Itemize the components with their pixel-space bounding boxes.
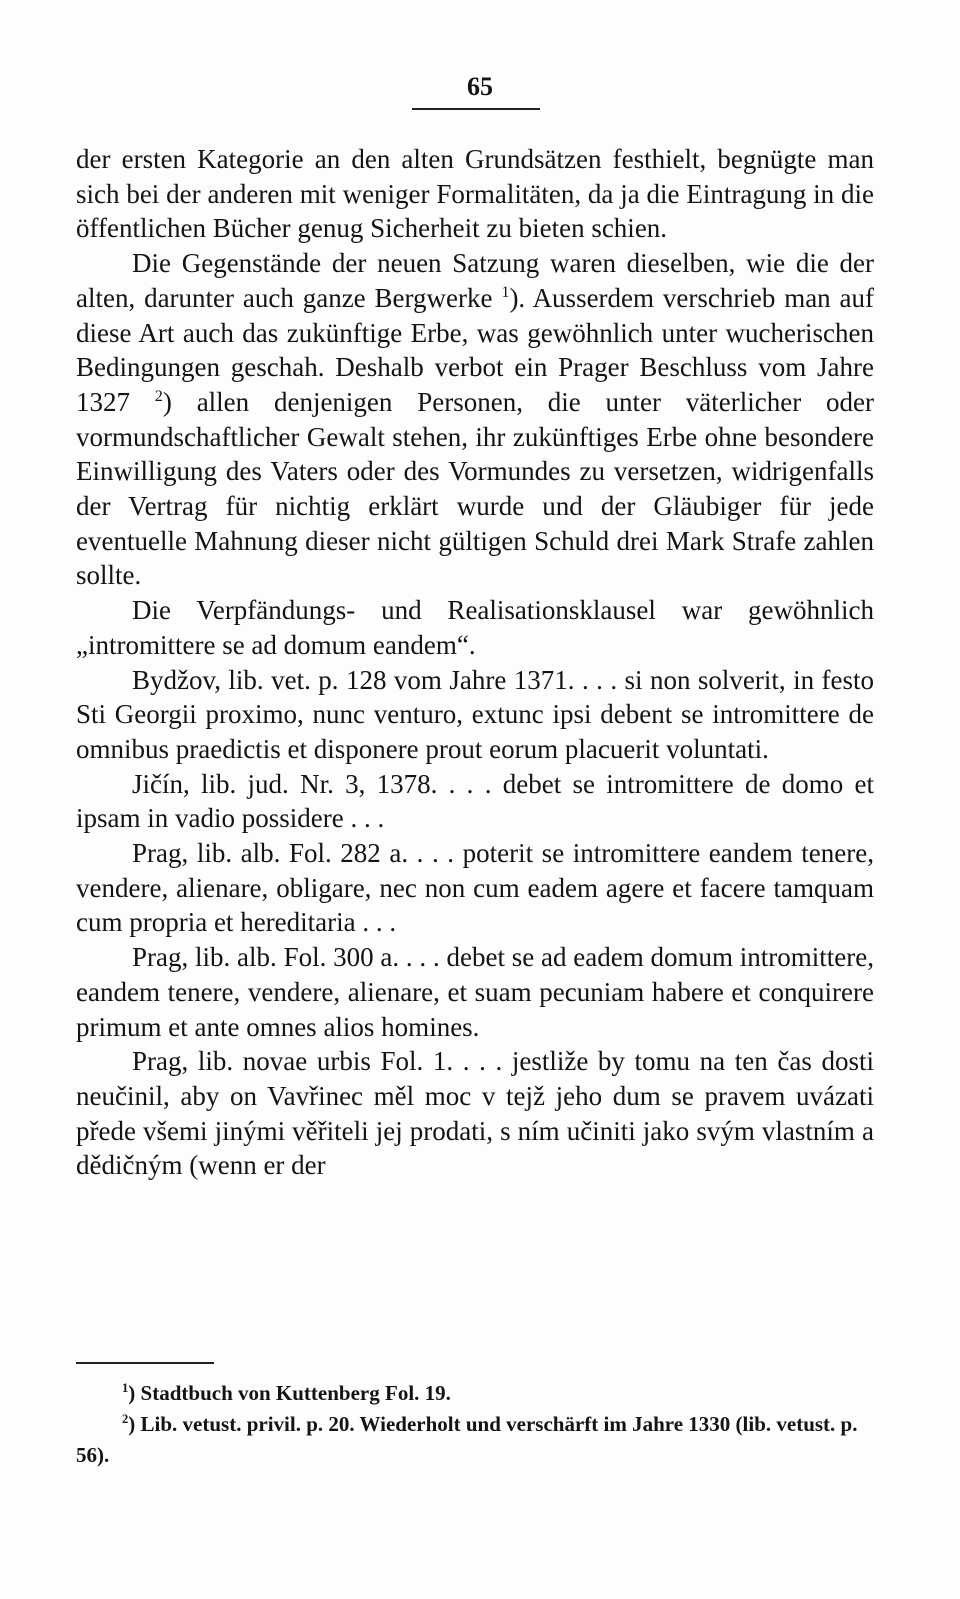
footnote-text: ) Stadtbuch von Kuttenberg Fol. 19. bbox=[128, 1381, 451, 1405]
paragraph: Prag, lib. alb. Fol. 300 a. . . . debet se ad eadem domum intromittere, eandem tenere, vendere, alienare, et suam pecuniam habere et conquirere primum et ante omnes alios homines. bbox=[76, 942, 874, 1042]
footnote-ref-close: ) bbox=[162, 386, 172, 417]
header-rule bbox=[412, 108, 540, 110]
paragraph: Prag, lib. novae urbis Fol. 1. . . . jestliže by tomu na ten čas dosti neučinil, aby on Vavřinec měl moc v tejž jeho dum se pravem uvázati přede všemi jinými věřiteli jej prodati, s ním učiniti jako svým vlastním a dědičným (wenn er der bbox=[76, 1046, 874, 1181]
footnote-marker: 1 bbox=[122, 1381, 129, 1395]
paragraph: Die Verpfändungs- und Realisationsklausel war gewöhnlich „intromittere se ad domum eandem“. bbox=[76, 595, 874, 660]
text-segment: Ausserdem verschrieb man auf diese Art auch das zukünftige Erbe, was gewöhnlich unter wucherischen Bedingungen geschah. Deshalb verbot ein Prager Beschluss vom Jahre 1327 bbox=[76, 282, 875, 417]
paragraph: Prag, lib. alb. Fol. 282 a. . . . poterit se intromittere eandem tenere, vendere, alienare, obligare, nec non cum eadem agere et facere tamquam cum propria et hereditaria . . . bbox=[76, 838, 874, 938]
footnotes bbox=[76, 1378, 874, 1471]
paragraph bbox=[76, 246, 874, 593]
text-segment: allen denjenigen Personen, die unter väterlicher oder vormundschaftlicher Gewalt stehen, ihr zukünftiges Erbe ohne besondere Einwilligung des Vaters oder des Vormundes zu versetzen, widrigenfalls der Vertrag für nichtig erklärt wurde und der Gläubiger für jede eventuelle Mahnung dieser nicht gültigen Schuld drei Mark Strafe zahlen sollte. bbox=[76, 386, 874, 591]
page-number: 65 bbox=[467, 72, 493, 101]
footnote-rule bbox=[76, 1362, 214, 1364]
footnote bbox=[76, 1378, 874, 1409]
paragraph: Jičín, lib. jud. Nr. 3, 1378. . . . debet se intromittere de domo et ipsam in vadio possidere . . . bbox=[76, 768, 874, 834]
footnote-text: ) Lib. vetust. privil. p. 20. Wiederholt und verschärft im Jahre 1330 (lib. vetust. p. 56). bbox=[76, 1412, 858, 1467]
footnote-ref: 1 bbox=[501, 282, 510, 301]
footnote-marker: 2 bbox=[122, 1412, 129, 1426]
footnote-ref: 2 bbox=[154, 386, 163, 405]
footnote-ref-close: ). bbox=[509, 282, 526, 313]
footnote bbox=[76, 1409, 874, 1471]
paragraph: der ersten Kategorie an den alten Grundsätzen festhielt, begnügte man sich bei der anderen mit weniger Formalitäten, da ja die Eintragung in die öffentlichen Bücher genug Sicherheit zu bieten schien. bbox=[76, 144, 874, 244]
paragraph: Bydžov, lib. vet. p. 128 vom Jahre 1371. . . . si non solverit, in festo Sti Georgii proximo, nunc venturo, extunc ipsi debent se intromittere de omnibus praedictis et disponere prout eorum placuerit voluntati. bbox=[76, 664, 874, 764]
body-text bbox=[76, 142, 874, 1183]
text-segment: Die Gegenstände der neuen Satzung waren dieselben, wie die der alten, darunter auch ganze Bergwerke bbox=[76, 248, 874, 313]
